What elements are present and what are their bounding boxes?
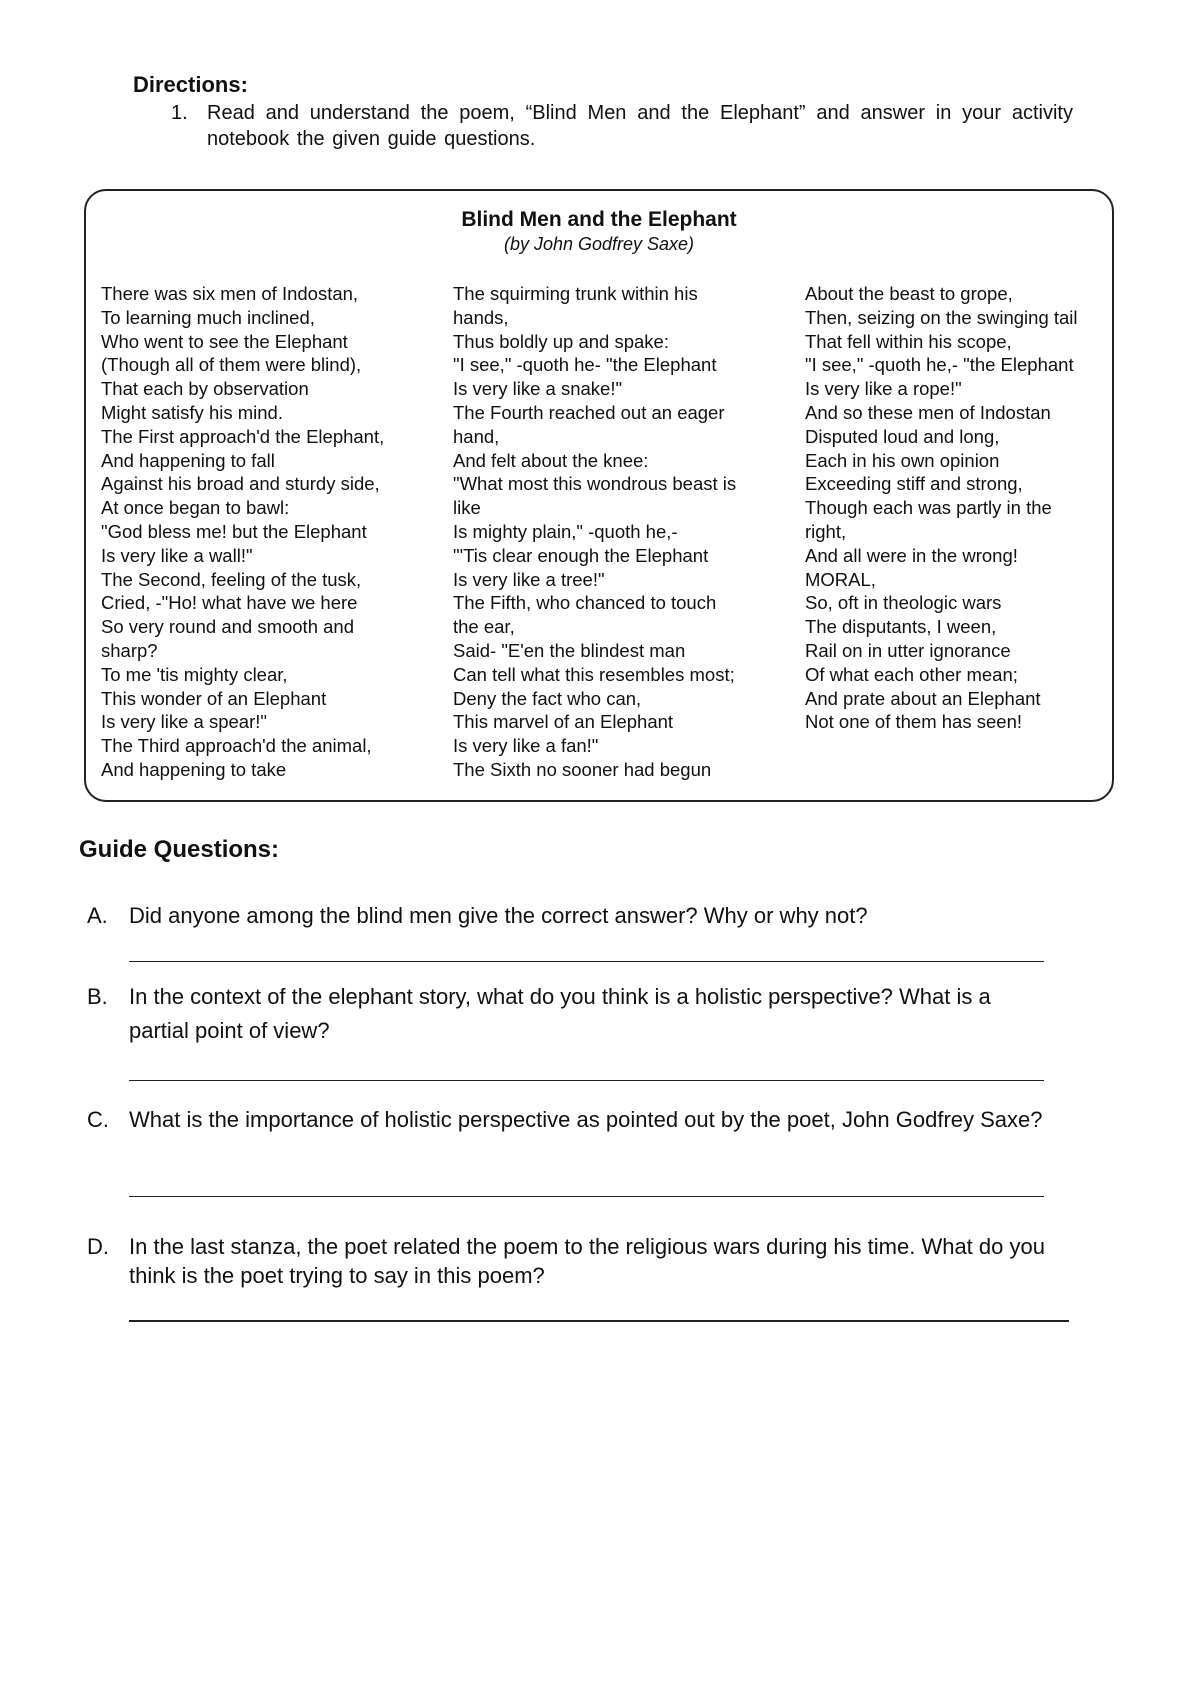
poem-line: sharp?	[101, 639, 158, 661]
question-a	[87, 899, 1117, 933]
poem-line: The Third approach'd the animal,	[101, 735, 372, 757]
poem-line: Who went to see the Elephant	[101, 330, 348, 352]
poem-line: That fell within his scope,	[805, 330, 1012, 352]
question-b	[87, 980, 1117, 1048]
poem-line: Is very like a snake!"	[453, 378, 623, 400]
poem-line: MORAL,	[805, 568, 876, 590]
poem-line: So, oft in theologic wars	[805, 592, 1002, 614]
poem-line: The squirming trunk within his	[453, 283, 698, 304]
poem-line: And felt about the knee:	[453, 449, 649, 471]
poem-line: right,	[805, 520, 847, 542]
poem-line: Exceeding stiff and strong,	[805, 473, 1023, 495]
poem-column-1	[101, 282, 384, 782]
poem-line: The Fourth reached out an eager	[453, 401, 725, 423]
poem-line: Is very like a wall!"	[101, 544, 253, 566]
poem-line: Thus boldly up and spake:	[453, 330, 669, 352]
poem-line: Against his broad and sturdy side,	[101, 473, 380, 495]
poem-column-3	[805, 282, 1078, 734]
poem-line: (Though all of them were blind),	[101, 354, 362, 376]
poem-line: The disputants, I ween,	[805, 616, 997, 638]
directions-title: Directions:	[133, 72, 248, 97]
directions-item	[171, 100, 1073, 152]
poem-line: Is very like a fan!"	[453, 735, 599, 757]
question-text: In the last stanza, the poet related the poem to the religious wars during his time. What do you think is the poet trying to say in this poem?	[129, 1234, 1045, 1288]
poem-line: And happening to fall	[101, 449, 275, 471]
poem-line: Might satisfy his mind.	[101, 401, 283, 423]
question-text: Did anyone among the blind men give the correct answer? Why or why not?	[129, 903, 868, 928]
poem-line: The Second, feeling of the tusk,	[101, 568, 362, 590]
question-c	[87, 1105, 1117, 1134]
poem-line: Each in his own opinion	[805, 449, 1000, 471]
question-text: In the context of the elephant story, what do you think is a holistic perspective? What is a partial point of view?	[129, 984, 991, 1043]
poem-line: Deny the fact who can,	[453, 687, 642, 709]
question-d	[87, 1232, 1117, 1290]
poem-line: And happening to take	[101, 758, 287, 780]
poem-line: This wonder of an Elephant	[101, 687, 327, 709]
poem-line: That each by observation	[101, 378, 309, 400]
poem-line: "'Tis clear enough the Elephant	[453, 544, 709, 566]
directions-item-number: 1.	[171, 102, 188, 124]
poem-line: "What most this wondrous beast is	[453, 473, 737, 495]
poem-line: the ear,	[453, 616, 515, 638]
poem-line: The Fifth, who chanced to touch	[453, 592, 717, 614]
poem-line: Disputed loud and long,	[805, 425, 1000, 447]
poem-line: like	[453, 497, 481, 519]
poem-line: And all were in the wrong!	[805, 544, 1018, 566]
poem-line: Cried, -"Ho! what have we here	[101, 592, 358, 614]
poem-line: And so these men of Indostan	[805, 401, 1051, 423]
question-text: What is the importance of holistic perspective as pointed out by the poet, John Godfrey Saxe?	[129, 1107, 1043, 1132]
question-letter: C.	[87, 1107, 109, 1132]
poem-line: At once began to bawl:	[101, 497, 290, 519]
poem-line: There was six men of Indostan,	[101, 283, 359, 304]
question-letter: A.	[87, 903, 108, 928]
poem-line: Is very like a rope!"	[805, 378, 962, 400]
poem-line: Said- "E'en the blindest man	[453, 639, 686, 661]
poem-line: "God bless me! but the Elephant	[101, 520, 367, 542]
poem-line: And prate about an Elephant	[805, 687, 1041, 709]
poem-line: Of what each other mean;	[805, 663, 1018, 685]
guide-questions-title: Guide Questions:	[79, 836, 280, 863]
poem-line: So very round and smooth and	[101, 616, 354, 638]
poem-line: Is very like a tree!"	[453, 568, 605, 590]
poem-line: Rail on in utter ignorance	[805, 639, 1011, 661]
poem-line: Can tell what this resembles most;	[453, 663, 735, 685]
directions-section	[133, 72, 1073, 152]
answer-line-b[interactable]	[129, 1080, 1044, 1081]
poem-line: About the beast to grope,	[805, 283, 1013, 304]
poem-line: Though each was partly in the	[805, 497, 1052, 519]
answer-line-d[interactable]	[129, 1320, 1069, 1322]
answer-line-a[interactable]	[129, 961, 1044, 962]
poem-author: (by John Godfrey Saxe)	[503, 234, 695, 254]
poem-line: Not one of them has seen!	[805, 711, 1022, 733]
poem-line: hand,	[453, 425, 500, 447]
question-letter: D.	[87, 1234, 109, 1259]
poem-line: "I see," -quoth he- "the Elephant	[453, 354, 717, 376]
answer-line-c[interactable]	[129, 1196, 1044, 1197]
poem-line: The First approach'd the Elephant,	[101, 425, 385, 447]
poem-line: To learning much inclined,	[101, 306, 315, 328]
poem-line: hands,	[453, 306, 509, 328]
poem-title: Blind Men and the Elephant	[461, 208, 737, 231]
poem-line: "I see," -quoth he,- "the Elephant	[805, 354, 1074, 376]
poem-box	[84, 189, 1114, 802]
poem-line: This marvel of an Elephant	[453, 711, 674, 733]
poem-line: The Sixth no sooner had begun	[453, 758, 712, 780]
poem-line: To me 'tis mighty clear,	[101, 663, 288, 685]
poem-line: Then, seizing on the swinging tail	[805, 306, 1078, 328]
directions-item-text: Read and understand the poem, “Blind Men and the Elephant” and answer in your activity notebook the given guide questions.	[207, 102, 1073, 150]
poem-line: Is mighty plain," -quoth he,-	[453, 520, 678, 542]
poem-column-2	[453, 282, 736, 782]
question-letter: B.	[87, 984, 108, 1009]
poem-line: Is very like a spear!"	[101, 711, 267, 733]
